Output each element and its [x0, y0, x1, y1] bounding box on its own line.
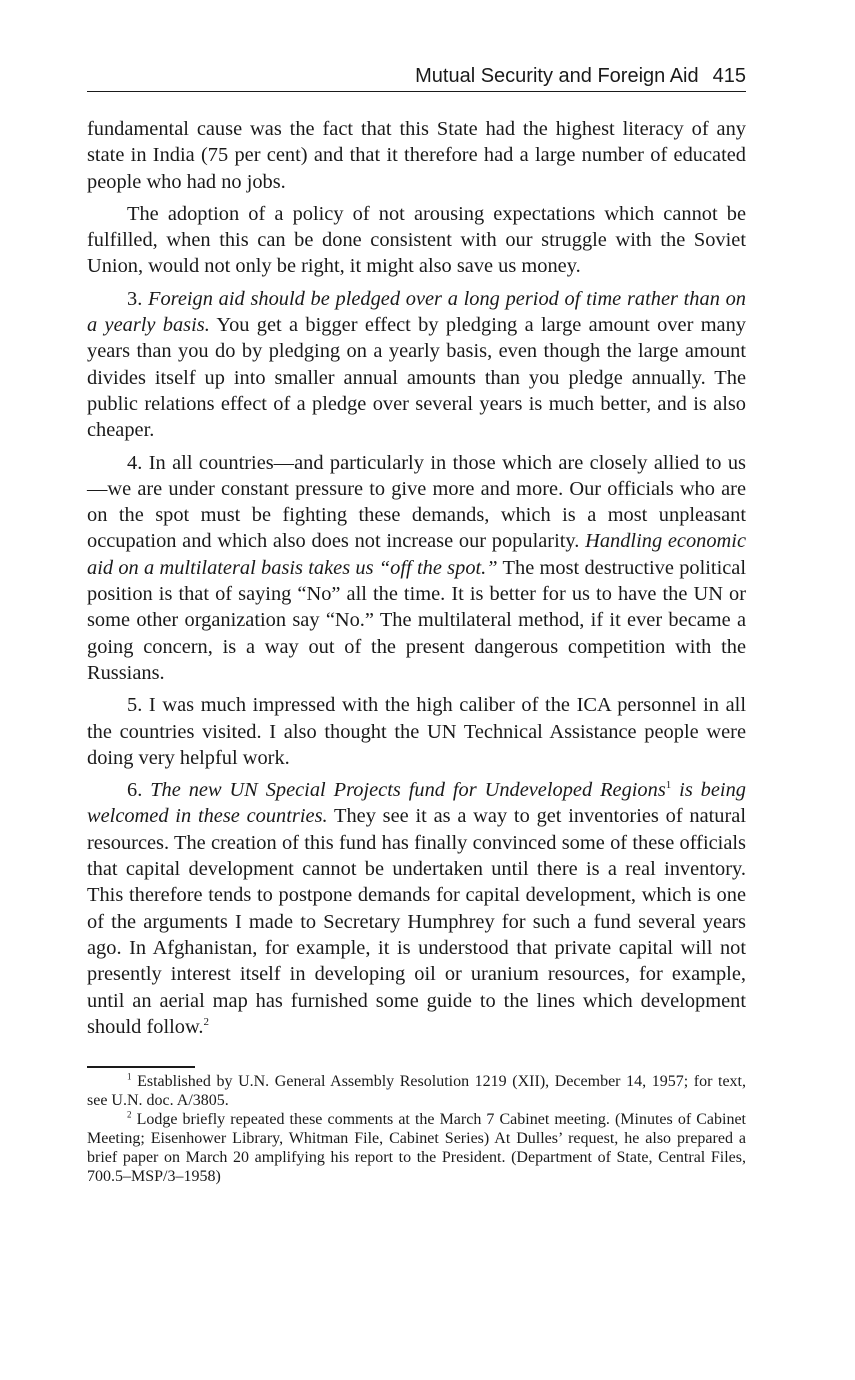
point-3-number: 3.: [127, 287, 149, 310]
point-6-heading-b: is being welcomed in these countries.: [87, 779, 746, 828]
point-6-text: They see it as a way to get inventories of natural resources. The creation of this fund has finally convinced some of these officials that capital development cannot be undertaken until there is a real inventory. This therefore tends to postpone demands for capital development, which is one of the arguments I made to Secretary Humphrey for such a fund several years ago. In Afghanistan, for example, it is understood that private capital will not presently interest itself in developing oil or uranium resources, for example, until an aerial map has furnished some guide to the lines which development should follow.: [87, 805, 746, 1038]
document-page: [87, 62, 746, 1186]
point-3-heading: Foreign aid should be pledged over a long period of time rather than on a yearly basis.: [87, 287, 747, 337]
point-5-text: 5. I was much impressed with the high caliber of the ICA personnel in all the countries visited. I also thought the UN Technical Assistance people were doing very helpful work.: [87, 694, 746, 769]
footnote-2-mark: 2: [127, 1109, 132, 1120]
footnote-divider: [87, 1066, 195, 1068]
point-4-emphasis: Handling economic aid on a multilateral basis takes us “off the spot.”: [87, 530, 746, 579]
footnote-2: [87, 1110, 746, 1186]
point-4-text-start: 4. In all countries—and particularly in those which are closely allied to us—we are under constant pressure to give more and more. Our officials who are on the spot must be fighting these demands, which is a most unpleasant occupation and which also does not increase our popularity.: [87, 451, 746, 553]
page-number: 415: [712, 65, 746, 87]
footnote-ref-2[interactable]: 2: [203, 1016, 209, 1028]
paragraph-continuation: [87, 116, 746, 195]
point-6-heading-a: The new UN Special Projects fund for Undeveloped Regions: [150, 779, 666, 802]
footnotes: [87, 1072, 746, 1186]
running-header-title: Mutual Security and Foreign Aid: [415, 65, 699, 87]
paragraph-point-3: [87, 286, 746, 444]
paragraph-point-4: [87, 450, 746, 687]
footnote-1-mark: 1: [127, 1071, 132, 1082]
point-6-number: 6.: [127, 779, 151, 802]
point-3-text: You get a bigger effect by pledging a large amount over many years than you do by pledging on a yearly basis, even though the large amount divides itself up into smaller annual amounts than you pledge annually. The public relations effect of a pledge over several years is much better, and is also cheaper.: [87, 314, 746, 442]
footnote-2-text: Lodge briefly repeated these comments at the March 7 Cabinet meeting. (Minutes of Cabinet Meeting; Eisenhower Library, Whitman File, Cabinet Series) At Dulles’ request, he also prepared a brief paper on March 20 amplifying his report to the President. (Department of State, Central Files, 700.5–MSP/3–1958): [87, 1111, 746, 1186]
paragraph-expectations: [87, 201, 746, 280]
footnote-1-text: Established by U.N. General Assembly Resolution 1219 (XII), December 14, 1957; for text, see U.N. doc. A/3805.: [87, 1073, 746, 1110]
footnote-1: [87, 1072, 746, 1110]
body-text: [87, 116, 746, 1040]
paragraph-2-text: The adoption of a policy of not arousing expectations which cannot be fulfilled, when this can be done consistent with our struggle with the Soviet Union, would not only be right, it might also save us money.: [87, 202, 746, 278]
footnote-ref-1[interactable]: 1: [665, 779, 672, 792]
paragraph-point-5: [87, 692, 746, 771]
running-header: [87, 62, 746, 92]
paragraph-point-6: [87, 777, 746, 1040]
point-4-text-rest: The most destructive political position is that of saying “No” all the time. It is better for us to have the UN or some other organization say “No.” The multilateral method, if it ever became a going concern, is a way out of the present dangerous competition with the Russians.: [87, 556, 747, 684]
paragraph-1-text: fundamental cause was the fact that this State had the highest literacy of any state in India (75 per cent) and that it therefore had a large number of educated people who had no jobs.: [87, 118, 746, 193]
